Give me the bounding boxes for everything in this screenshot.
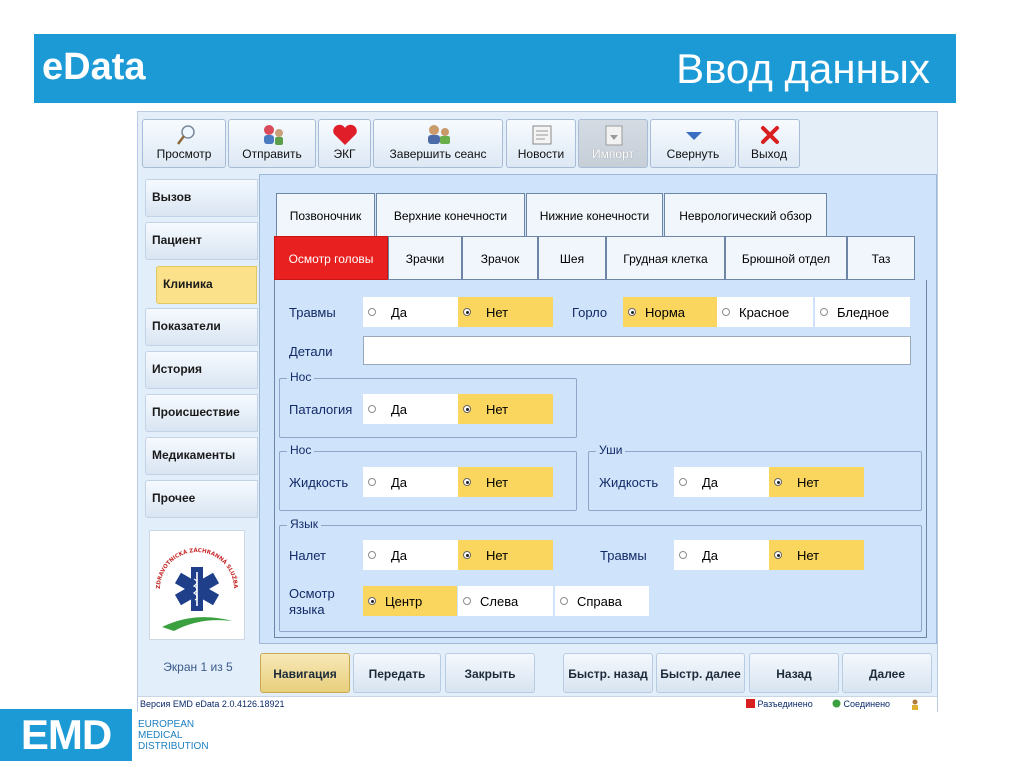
ears-fluid-yes-radio[interactable]: Да	[674, 467, 769, 497]
disconnected-icon	[746, 699, 755, 708]
version-text: Версия EMD eData 2.0.4126.18921	[140, 699, 285, 709]
connected-status	[832, 699, 890, 709]
pathology-no-radio[interactable]: Нет	[458, 394, 553, 424]
magnifier-icon	[143, 123, 225, 147]
coating-label: Налет	[289, 548, 326, 563]
send-label: Отправить	[242, 147, 302, 161]
tongue-exam-label	[289, 586, 335, 618]
emd-logo: EMD	[0, 709, 132, 761]
emd-company-name	[138, 719, 209, 752]
radio-off-icon	[679, 551, 687, 559]
tongue-legend: Язык	[287, 517, 321, 531]
radio-off-icon	[560, 597, 568, 605]
next-button[interactable]: Далее	[842, 653, 932, 693]
back-button[interactable]: Назад	[749, 653, 839, 693]
tongue-injuries-yes-radio[interactable]: Да	[674, 540, 769, 570]
view-label: Просмотр	[156, 147, 212, 161]
throat-red-radio[interactable]: Красное	[717, 297, 813, 327]
tab-lower-limbs[interactable]: Нижние конечности	[526, 193, 663, 238]
import-document-icon	[579, 123, 647, 147]
radio-on-icon	[774, 551, 782, 559]
nose-fluid-yes-radio[interactable]: Да	[363, 467, 458, 497]
pathology-yes-radio[interactable]: Да	[363, 394, 458, 424]
tongue-exam-line1: Осмотр	[289, 586, 335, 601]
emergency-service-logo	[149, 530, 245, 640]
radio-off-icon	[722, 308, 730, 316]
injuries-no-radio[interactable]: Нет	[458, 297, 553, 327]
tab-pelvis[interactable]: Таз	[847, 236, 915, 280]
nose-fluid-label: Жидкость	[289, 475, 349, 490]
users-icon	[374, 123, 502, 147]
close-button[interactable]: Закрыть	[445, 653, 535, 693]
connected-label: Соединено	[843, 699, 891, 709]
nav-item-incident[interactable]: Происшествие	[145, 394, 258, 432]
triangle-down-icon	[651, 123, 735, 147]
tab-head-exam[interactable]: Осмотр головы	[274, 236, 388, 280]
nav-item-history[interactable]: История	[145, 351, 258, 389]
throat-normal-radio[interactable]: Норма	[623, 297, 717, 327]
radio-off-icon	[463, 597, 471, 605]
radio-on-icon	[463, 478, 471, 486]
throat-pale-radio[interactable]: Бледное	[815, 297, 910, 327]
radio-on-icon	[628, 308, 636, 316]
ecg-button[interactable]	[318, 119, 371, 168]
logo-text: ZDRAVOTNICKÁ ZÁCHRANNÁ SLUŽBA	[155, 547, 239, 590]
import-label: Импорт	[592, 147, 634, 161]
tongue-center-radio[interactable]: Центр	[363, 586, 457, 616]
collapse-label: Свернуть	[666, 147, 720, 161]
tongue-injuries-label: Травмы	[600, 548, 647, 563]
newspaper-icon	[507, 123, 575, 147]
tongue-right-radio[interactable]: Справа	[555, 586, 649, 616]
pathology-label: Паталогия	[289, 402, 353, 417]
ears-fluid-label: Жидкость	[599, 475, 659, 490]
nav-item-medications[interactable]: Медикаменты	[145, 437, 258, 475]
exit-button[interactable]	[738, 119, 800, 168]
disconnected-label: Разъединено	[757, 699, 813, 709]
tab-pupil[interactable]: Зрачок	[462, 236, 538, 280]
nav-item-other[interactable]: Прочее	[145, 480, 258, 518]
status-bar	[138, 696, 937, 712]
tab-chest[interactable]: Грудная клетка	[606, 236, 725, 280]
emd-line1: EUROPEAN	[138, 719, 195, 730]
tab-upper-limbs[interactable]: Верхние конечности	[376, 193, 525, 238]
radio-off-icon	[368, 405, 376, 413]
fast-forward-button[interactable]: Быстр. далее	[656, 653, 745, 693]
nav-item-clinic[interactable]: Клиника	[156, 266, 257, 304]
ecg-label: ЭКГ	[333, 147, 356, 161]
nav-item-call[interactable]: Вызов	[145, 179, 258, 217]
send-people-icon	[229, 123, 315, 147]
nose-legend-2: Нос	[287, 443, 314, 457]
tongue-exam-line2: языка	[289, 602, 325, 617]
nose-legend: Нос	[287, 370, 314, 384]
heart-icon	[319, 123, 370, 147]
emd-line3: DISTRIBUTION	[138, 741, 209, 752]
close-x-icon	[739, 123, 799, 147]
person-icon	[910, 699, 920, 712]
screen-counter: Экран 1 из 5	[163, 660, 233, 674]
tongue-left-radio[interactable]: Слева	[458, 586, 553, 616]
tab-spine[interactable]: Позвоночник	[276, 193, 375, 238]
connected-icon	[832, 699, 841, 708]
collapse-button[interactable]	[650, 119, 736, 168]
tab-neuro[interactable]: Неврологический обзор	[664, 193, 827, 238]
content-panel	[259, 174, 937, 644]
end-session-button[interactable]	[373, 119, 503, 168]
star-of-life-icon	[150, 531, 244, 639]
radio-on-icon	[463, 308, 471, 316]
radio-on-icon	[463, 551, 471, 559]
tongue-injuries-no-radio[interactable]: Нет	[769, 540, 864, 570]
end-session-label: Завершить сеанс	[389, 147, 487, 161]
tab-pupils[interactable]: Зрачки	[388, 236, 462, 280]
coating-yes-radio[interactable]: Да	[363, 540, 458, 570]
page-title: Ввод данных	[676, 45, 930, 92]
app-window	[137, 111, 938, 712]
fast-back-button[interactable]: Быстр. назад	[563, 653, 653, 693]
import-button[interactable]	[578, 119, 648, 168]
disconnected-status	[746, 699, 813, 709]
injuries-label: Травмы	[289, 305, 336, 320]
coating-no-radio[interactable]: Нет	[458, 540, 553, 570]
radio-on-icon	[463, 405, 471, 413]
injuries-yes-radio[interactable]: Да	[363, 297, 458, 327]
navigation-button[interactable]: Навигация	[260, 653, 350, 693]
tab-abdomen[interactable]: Брюшной отдел	[725, 236, 847, 280]
radio-on-icon	[368, 597, 376, 605]
nav-item-indicators[interactable]: Показатели	[145, 308, 258, 346]
news-label: Новости	[517, 147, 565, 161]
title-banner	[34, 34, 956, 103]
radio-off-icon	[820, 308, 828, 316]
exit-label: Выход	[751, 147, 787, 161]
tab-neck[interactable]: Шея	[538, 236, 606, 280]
transfer-button[interactable]: Передать	[353, 653, 441, 693]
details-label: Детали	[289, 344, 333, 359]
ears-legend: Уши	[596, 443, 625, 457]
toolbar	[138, 112, 937, 172]
radio-off-icon	[679, 478, 687, 486]
radio-off-icon	[368, 478, 376, 486]
ears-fluid-no-radio[interactable]: Нет	[769, 467, 864, 497]
news-button[interactable]	[506, 119, 576, 168]
emd-line2: MEDICAL	[138, 730, 183, 741]
details-input[interactable]	[363, 336, 911, 365]
nose-fluid-no-radio[interactable]: Нет	[458, 467, 553, 497]
brand-name: eData	[42, 46, 146, 88]
radio-on-icon	[774, 478, 782, 486]
send-button[interactable]	[228, 119, 316, 168]
nav-item-patient[interactable]: Пациент	[145, 222, 258, 260]
radio-off-icon	[368, 308, 376, 316]
radio-off-icon	[368, 551, 376, 559]
view-button[interactable]	[142, 119, 226, 168]
throat-label: Горло	[572, 305, 608, 320]
